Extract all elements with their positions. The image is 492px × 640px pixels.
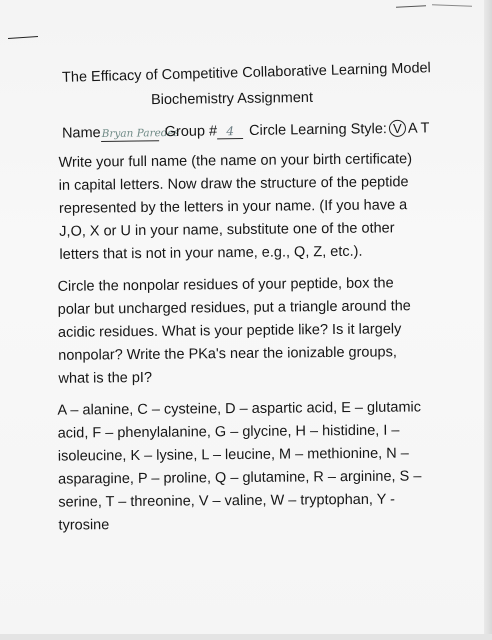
student-info-line	[62, 117, 430, 144]
handwritten-group-number: 4	[217, 124, 243, 139]
paragraph-line: in capital letters. Now draw the structure of the peptide	[58, 174, 409, 194]
handwritten-name: Bryan Paredes	[101, 126, 159, 142]
paragraph-line: acidic residues. What is your peptide like? Is it largely	[57, 321, 402, 341]
paragraph-line: serine, T – threonine, V – valine, W – tryptophan, Y -	[58, 491, 396, 511]
paragraph-line: nonpolar? Write the PKa's near the ionizable groups,	[58, 344, 397, 364]
paragraph-line: what is the pI?	[58, 369, 153, 387]
paragraph-line: acid, F – phenylalanine, G – glycine, H – histidine, I –	[57, 422, 400, 442]
paragraph-line: J,O, X or U in your name, substitute one of the other	[59, 220, 395, 240]
paragraph-line: letters that is not in your name, e.g., Q, Z, etc.).	[59, 243, 363, 263]
instructions-paragraph-2	[57, 272, 411, 391]
pen-mark-top-left	[8, 36, 38, 39]
paragraph-line: Circle the nonpolar residues of your peptide, box the	[57, 275, 394, 295]
paragraph-line: Write your full name (the name on your birth certificate)	[58, 151, 413, 171]
pen-mark-top-right	[396, 5, 426, 8]
instructions-paragraph-1	[58, 148, 413, 267]
document-subtitle: Biochemistry Assignment	[150, 89, 314, 109]
paper-edge-bottom	[0, 634, 492, 640]
circled-learning-style: V	[389, 120, 406, 137]
other-learning-styles: A T	[407, 120, 430, 137]
amino-acid-key-paragraph	[57, 396, 422, 537]
paper-edge-right	[484, 0, 492, 640]
paragraph-line: asparagine, P – proline, Q – glutamine, R – arginine, S –	[58, 468, 422, 488]
document-title: The Efficacy of Competitive Collaborative Learning Model	[61, 60, 432, 86]
paragraph-line: isoleucine, K – lysine, L – leucine, M – methionine, N –	[57, 445, 409, 465]
paragraph-line: A – alanine, C – cysteine, D – aspartic acid, E – glutamic	[57, 399, 422, 419]
paragraph-line: tyrosine	[58, 517, 110, 534]
paragraph-line: represented by the letters in your name. (If you have a	[58, 197, 408, 217]
pen-mark-top-right-2	[432, 4, 472, 6]
name-label: Name	[61, 125, 101, 142]
paragraph-line: polar but uncharged residues, put a triangle around the	[57, 298, 411, 318]
group-label: Group #	[164, 123, 218, 141]
learning-style-label: Circle Learning Style:	[248, 121, 388, 139]
